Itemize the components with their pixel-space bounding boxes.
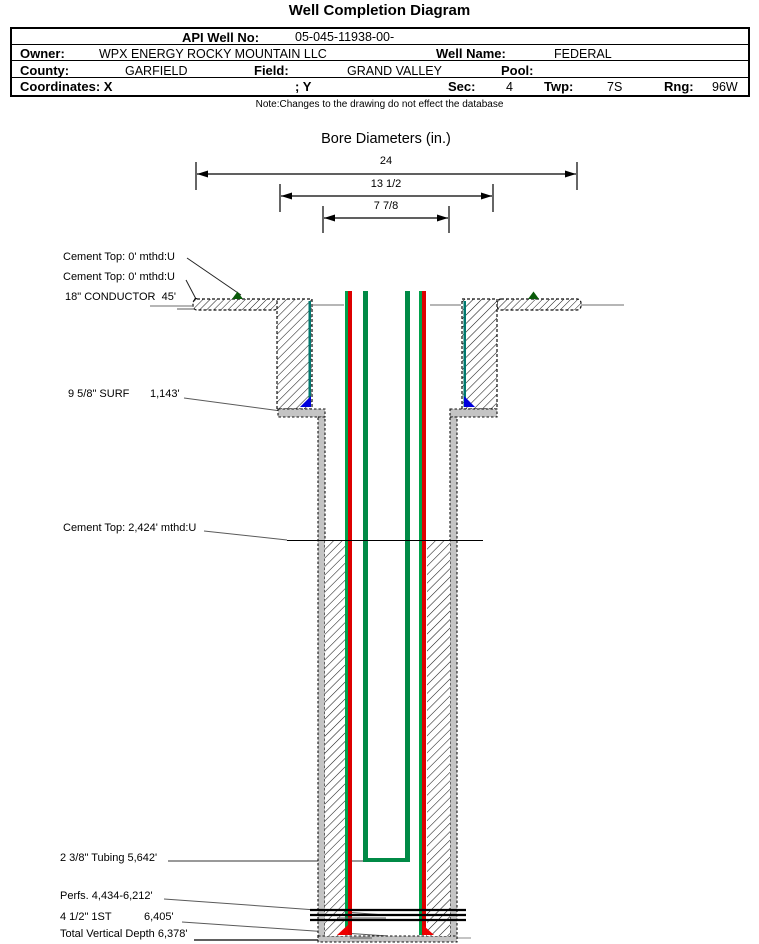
sec-value: 4 [506, 80, 513, 94]
surface-casing-column-right [462, 299, 497, 409]
tubing-left [363, 291, 368, 862]
rng-value: 96W [712, 80, 738, 94]
coordinate-y-label: ; Y [295, 79, 312, 94]
tvd-label: Total Vertical Depth 6,378' [60, 928, 188, 940]
cement-top-2424-label: Cement Top: 2,424' mthd:U [63, 522, 197, 534]
cement-top-marker-left [232, 292, 243, 300]
dimension-13-1-2 [280, 184, 493, 212]
cement-top-marker-right [528, 292, 539, 300]
production-casing-depth: 6,405' [144, 911, 174, 923]
production-cement-left [325, 541, 345, 936]
surface-casing-line-right [464, 301, 467, 407]
api-well-no-value: 05-045-11938-00- [295, 30, 395, 44]
perfs-label: Perfs. 4,434-6,212' [60, 890, 153, 902]
owner-value: WPX ENERGY ROCKY MOUNTAIN LLC [99, 47, 327, 61]
tubing-bottom [363, 858, 410, 862]
surface-casing-column-left [277, 299, 312, 409]
bore-diameter-7-7-8: 7 7/8 [373, 200, 399, 212]
sec-label: Sec: [448, 79, 476, 94]
twp-value: 7S [607, 80, 623, 94]
surface-shoe-step-left [278, 409, 325, 417]
well-name-label: Well Name: [436, 46, 506, 61]
field-label: Field: [254, 63, 289, 78]
production-casing-label: 4 1/2" 1ST [60, 911, 112, 923]
well-name-value: FEDERAL [554, 47, 612, 61]
api-well-no-label: API Well No: [182, 30, 260, 45]
production-casing-left [348, 291, 352, 935]
surface-shoe-step-right [450, 409, 497, 417]
conductor-band-left [193, 299, 278, 310]
production-cement-right [427, 541, 450, 936]
surface-casing-label: 9 5/8" SURF [68, 388, 130, 400]
bore-diameter-13-1-2: 13 1/2 [370, 178, 402, 190]
cement-top-0-label-1: Cement Top: 0' mthd:U [63, 251, 175, 263]
bore-diameter-24: 24 [379, 155, 393, 167]
field-value: GRAND VALLEY [347, 64, 442, 78]
surface-casing-line-left [309, 301, 312, 407]
page-title: Well Completion Diagram [288, 2, 471, 19]
county-label: County: [20, 63, 70, 78]
cement-line-left [345, 291, 348, 935]
borehole-bottom [318, 936, 457, 942]
production-casing-right [422, 291, 426, 935]
borehole-wall-right [450, 417, 457, 938]
tubing-right [405, 291, 410, 862]
dimension-7-7-8 [323, 206, 449, 233]
owner-label: Owner: [20, 46, 65, 61]
pool-label: Pool: [501, 63, 534, 78]
conductor-label: 18" CONDUCTOR 45' [65, 291, 176, 303]
twp-label: Twp: [544, 79, 574, 94]
surface-casing-depth: 1,143' [150, 388, 180, 400]
tubing-label: 2 3/8" Tubing 5,642' [60, 852, 158, 864]
cement-line-right [419, 291, 422, 935]
cement-top-0-label-2: Cement Top: 0' mthd:U [63, 271, 175, 283]
conductor-band-right [497, 299, 581, 310]
rng-label: Rng: [664, 79, 694, 94]
bore-diameters-title: Bore Diameters (in.) [321, 131, 451, 147]
coordinates-label: Coordinates: X [20, 79, 113, 94]
borehole-wall-left [318, 417, 325, 938]
dimension-24 [196, 162, 577, 190]
county-value: GARFIELD [125, 64, 188, 78]
note-text: Note:Changes to the drawing do not effect the database [255, 99, 504, 110]
